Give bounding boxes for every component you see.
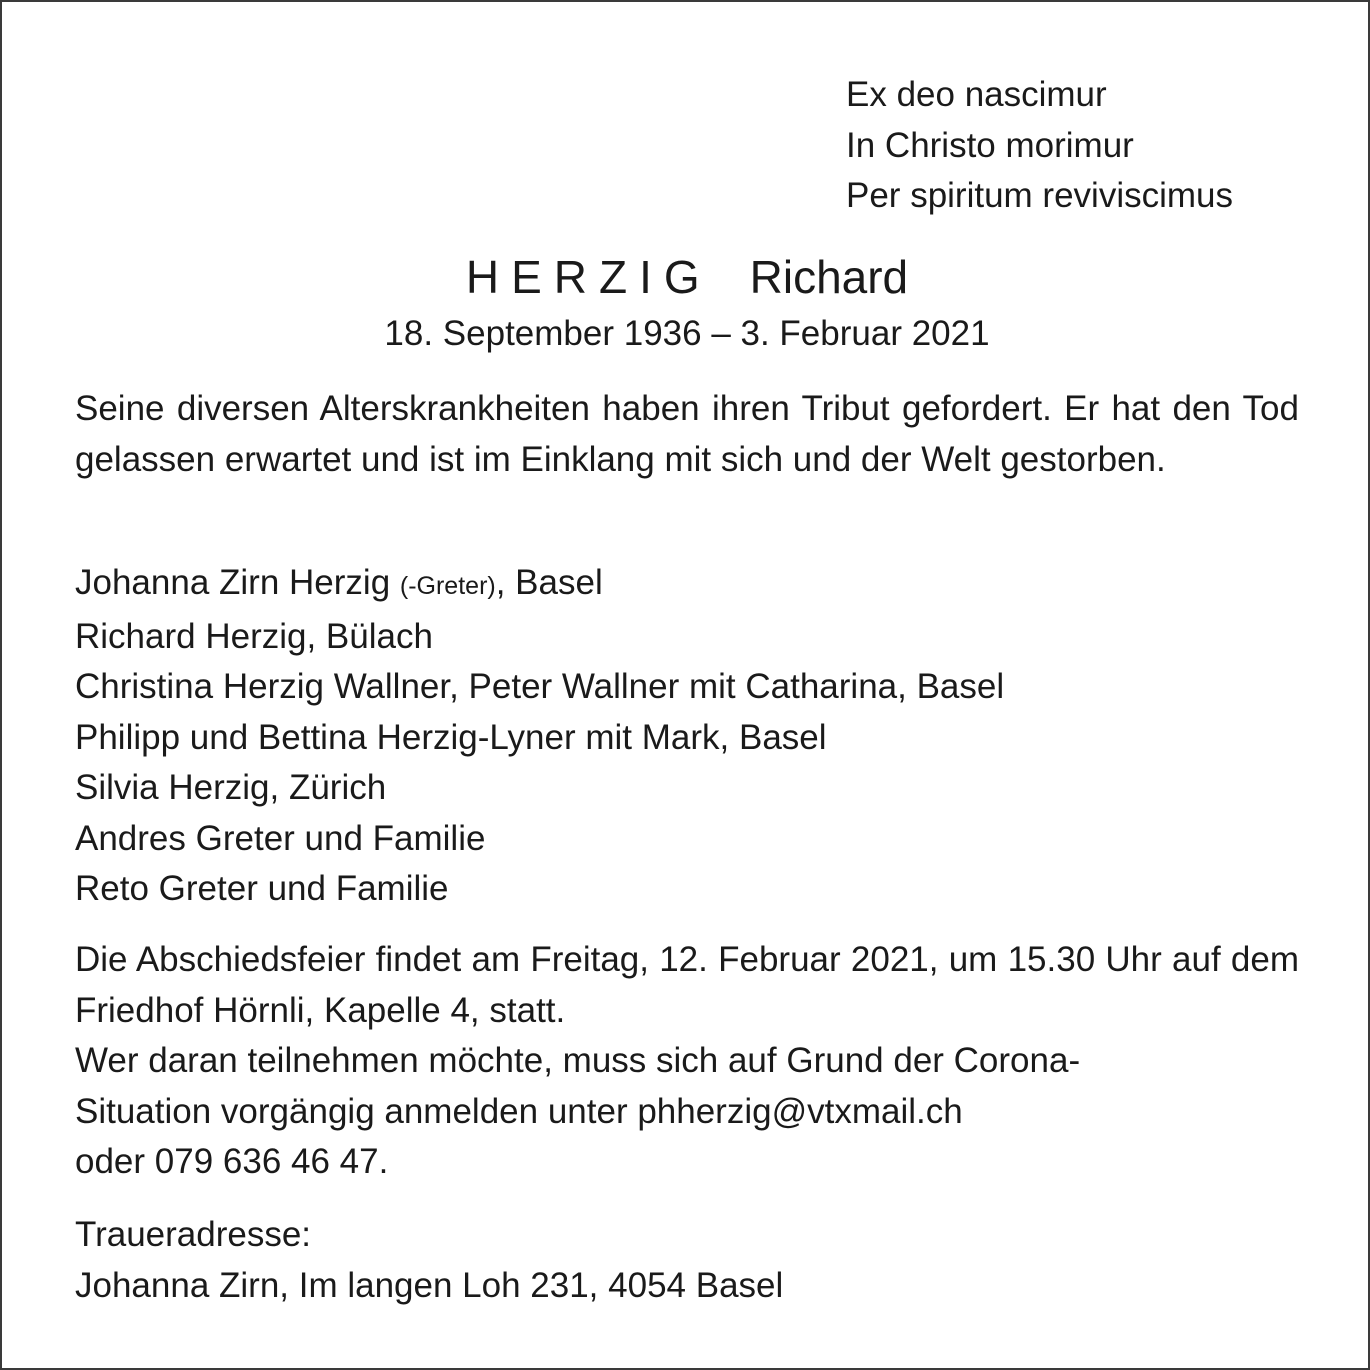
family-member: Christina Herzig Wallner, Peter Wallner mit Catharina, Basel	[75, 667, 1005, 706]
ceremony-info	[75, 935, 1299, 1188]
deceased-surname: HERZIG	[465, 251, 712, 303]
life-dates: 18. September 1936 – 3. Februar 2021	[384, 314, 990, 353]
family-list	[75, 558, 1299, 915]
deceased-name	[2, 246, 1370, 308]
family-member: Silvia Herzig, Zürich	[75, 768, 387, 807]
family-member: Reto Greter und Familie	[75, 869, 449, 908]
address-label: Traueradresse:	[75, 1215, 312, 1254]
mourning-address	[75, 1210, 1299, 1311]
family-member	[75, 558, 1299, 612]
maiden-name: (-Greter)	[399, 572, 496, 600]
motto-line: In Christo morimur	[846, 125, 1134, 165]
ceremony-announcement: Die Abschiedsfeier findet am Freitag, 12. Februar 2021, um 15.30 Uhr auf dem Friedhof Hörnli, Kapelle 4, statt.	[75, 940, 1299, 1030]
motto-line: Ex deo nascimur	[846, 75, 1107, 114]
intro-paragraph: Seine diversen Alterskrankheiten haben ihren Tribut gefordert. Er hat den Tod gelassen erwartet und ist im Einklang mit sich und der Welt gestorben.	[75, 389, 1299, 479]
family-member: Andres Greter und Familie	[75, 818, 486, 858]
registration-line: Wer daran teilnehmen möchte, muss sich auf Grund der Corona-	[75, 1041, 1081, 1080]
latin-motto	[846, 70, 1233, 222]
family-member-name: Johanna Zirn Herzig	[75, 563, 391, 602]
deceased-firstname: Richard	[749, 251, 909, 303]
motto-line: Per spiritum reviviscimus	[846, 176, 1233, 215]
family-member-place: , Basel	[495, 563, 603, 602]
address-value: Johanna Zirn, Im langen Loh 231, 4054 Basel	[75, 1265, 784, 1305]
registration-line: Situation vorgängig anmelden unter phherzig@vtxmail.ch	[75, 1091, 963, 1131]
family-member: Philipp und Bettina Herzig-Lyner mit Mark, Basel	[75, 717, 827, 757]
family-member: Richard Herzig, Bülach	[75, 616, 433, 656]
registration-line: oder 079 636 46 47.	[75, 1142, 389, 1181]
